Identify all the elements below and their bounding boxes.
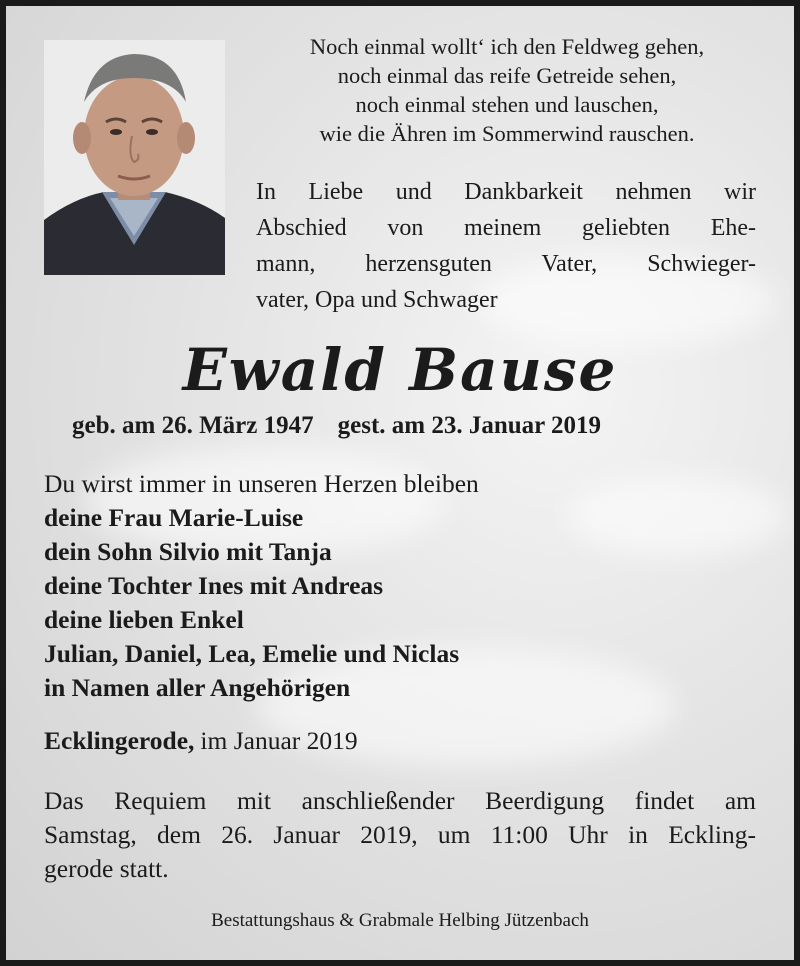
requiem-info	[44, 784, 756, 886]
mourner-line: deine lieben Enkel	[44, 605, 244, 634]
notice-date: im Januar 2019	[200, 726, 358, 755]
mourner-line: deine Tochter Ines mit Andreas	[44, 571, 384, 600]
place-town: Ecklingerode,	[44, 726, 195, 755]
mourner-line: dein Sohn Silvio mit Tanja	[44, 537, 332, 566]
mourner-line: in Namen aller Angehörigen	[44, 673, 351, 702]
mourner-line: deine Frau Marie-Luise	[44, 503, 304, 532]
death-date: gest. am 23. Januar 2019	[337, 412, 602, 439]
farewell-line: mann, herzensguten Vater, Schwieger-	[256, 251, 756, 277]
poem-line: Noch einmal wollt‘ ich den Feldweg gehen,	[309, 34, 705, 59]
requiem-line: Samstag, dem 26. Januar 2019, um 11:00 Uhr in Eckling-	[44, 820, 756, 849]
poem-line: noch einmal stehen und lauschen,	[355, 92, 659, 117]
birth-date: geb. am 26. März 1947	[72, 412, 314, 439]
life-dates	[72, 412, 601, 440]
cloud-backdrop	[566, 476, 786, 556]
farewell-text	[256, 174, 756, 318]
farewell-line: Abschied von meinem geliebten Ehe-	[256, 215, 756, 241]
deceased-name: Ewald Bause	[182, 336, 618, 404]
poem-line: noch einmal das reife Getreide sehen,	[337, 63, 677, 88]
poem	[242, 32, 772, 148]
funeral-home: Bestattungshaus & Grabmale Helbing Jützenbach	[211, 910, 589, 931]
requiem-line: Das Requiem mit anschließender Beerdigung findet am	[44, 786, 756, 815]
farewell-line: vater, Opa und Schwager	[256, 287, 498, 313]
portrait-photo	[44, 40, 225, 275]
mourners-lead: Du wirst immer in unseren Herzen bleiben	[44, 469, 479, 498]
poem-line: wie die Ähren im Sommerwind rauschen.	[319, 121, 695, 146]
farewell-line: In Liebe und Dankbarkeit nehmen wir	[256, 179, 756, 205]
place-date	[44, 726, 358, 756]
mourner-line: Julian, Daniel, Lea, Emelie und Niclas	[44, 639, 460, 668]
requiem-line: gerode statt.	[44, 854, 169, 883]
obituary-notice	[6, 6, 794, 960]
mourners-list	[44, 467, 479, 705]
